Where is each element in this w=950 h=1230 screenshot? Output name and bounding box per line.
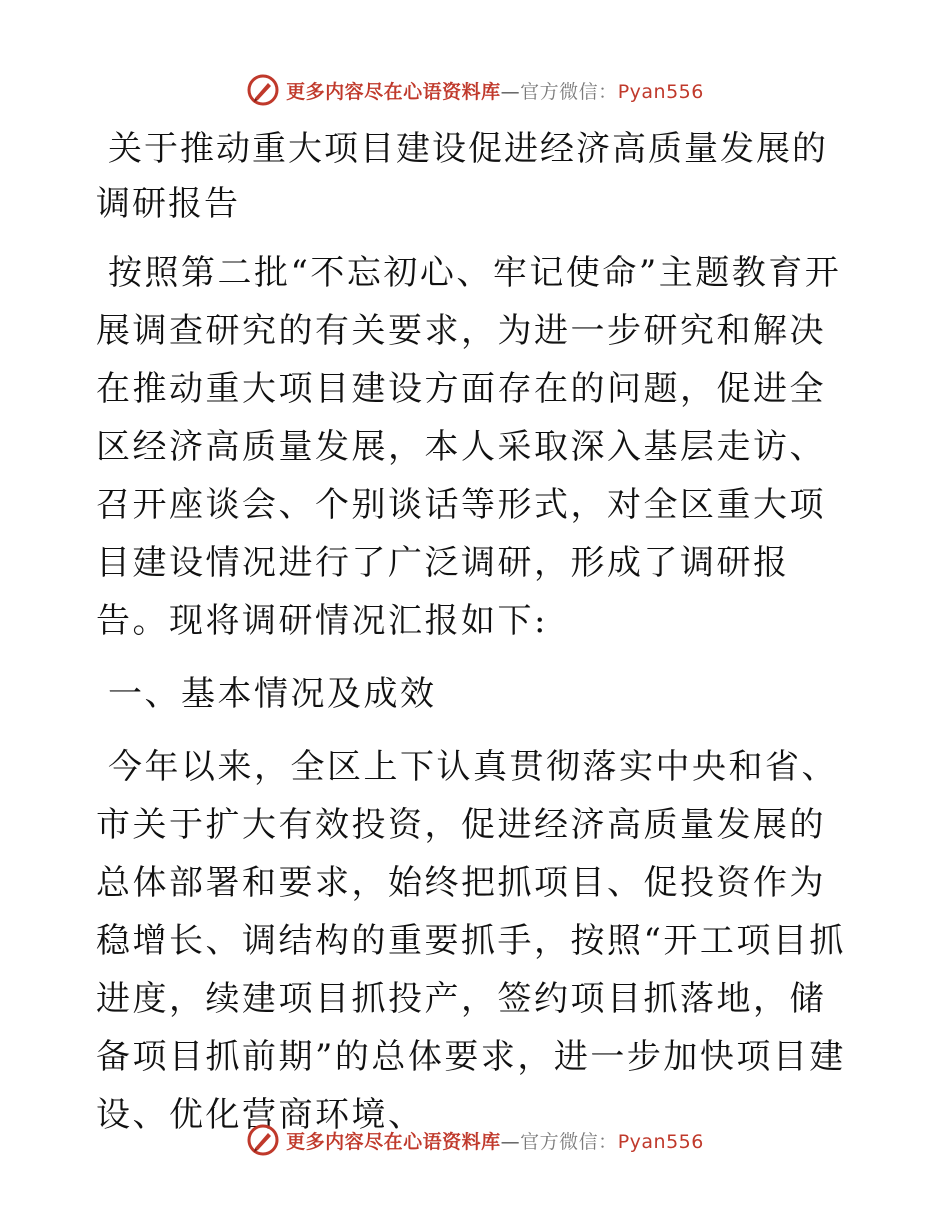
watermark-text: 更多内容尽在心语资料库—官方微信：Pyan556 bbox=[286, 80, 704, 103]
document-title: 关于推动重大项目建设促进经济高质量发展的调研报告 bbox=[96, 129, 828, 224]
pen-logo-icon bbox=[246, 73, 280, 107]
footer-watermark bbox=[0, 1120, 950, 1160]
section-heading: 一、基本情况及成效 bbox=[108, 674, 437, 714]
section-paragraph: 今年以来，全区上下认真贯彻落实中央和省、市关于扩大有效投资，促进经济高质量发展的总体部署和要求，始终把抓项目、促投资作为稳增长、调结构的重要抓手，按照“开工项目抓进度，续建项目抓投产，签约项目抓落地，储备项目抓前期”的总体要求，进一步加快项目建设、优化营商环境、 bbox=[96, 747, 846, 1135]
pen-logo-icon bbox=[246, 1123, 280, 1157]
document-body bbox=[96, 122, 856, 1159]
watermark-text: 更多内容尽在心语资料库—官方微信：Pyan556 bbox=[286, 1130, 704, 1153]
header-watermark bbox=[0, 70, 950, 110]
intro-paragraph: 按照第二批“不忘初心、牢记使命”主题教育开展调查研究的有关要求，为进一步研究和解决在推动重大项目建设方面存在的问题，促进全区经济高质量发展，本人采取深入基层走访、召开座谈会、个别谈话等形式，对全区重大项目建设情况进行了广泛调研，形成了调研报告。现将调研情况汇报如下: bbox=[96, 253, 842, 641]
